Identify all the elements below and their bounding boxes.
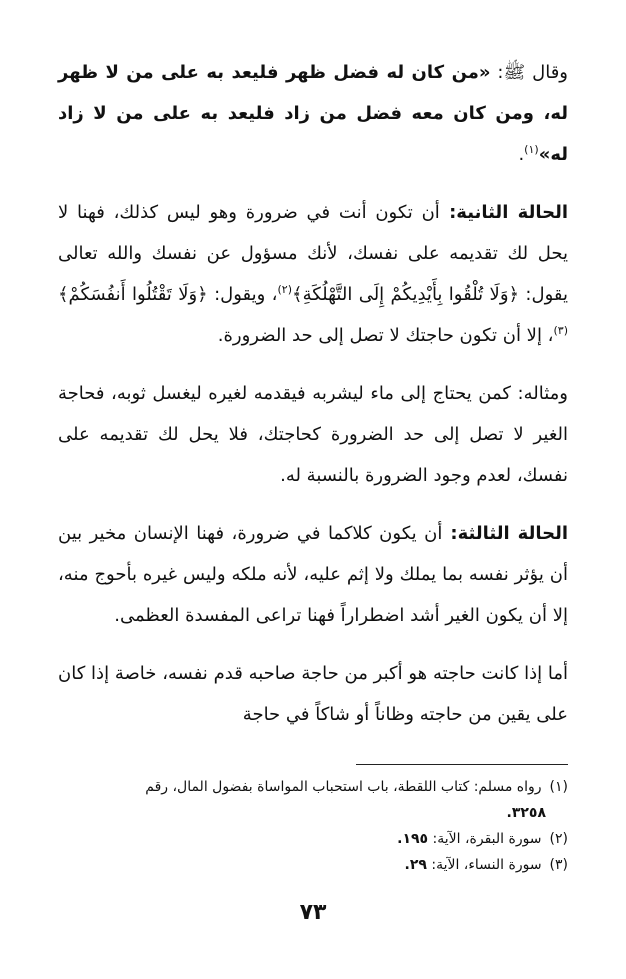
footnote-1-text: رواه مسلم: كتاب اللقطة، باب استحباب المواساة بفضول المال، رقم: [145, 779, 542, 795]
paragraph-hadith: [58, 52, 568, 175]
footnote-1-number: (١): [549, 779, 568, 795]
case-two-text-3: ، إلا أن تكون حاجتك لا تصل إلى حد الضرورة.: [217, 325, 554, 346]
paragraph-case-two: [58, 192, 568, 356]
footnote-2-text: سورة البقرة، الآية:: [428, 831, 542, 847]
footnote-1: [58, 774, 568, 800]
paragraph-example: [58, 373, 568, 496]
footnote-2-number: (٢): [549, 831, 568, 847]
footnote-ref-1: (١): [524, 143, 539, 156]
hadith-end: .: [518, 144, 525, 165]
footnote-3-value: ٢٩.: [404, 857, 427, 873]
footnote-2-value: ١٩٥.: [397, 831, 429, 847]
paragraph-case-three: [58, 513, 568, 636]
footnote-3: [58, 852, 568, 878]
case-two-heading: الحالة الثانية:: [439, 202, 569, 223]
footnotes: [58, 774, 568, 878]
hadith-intro: وقال ﷺ:: [490, 62, 568, 83]
case-three-text: أن يكون كلاكما في ضرورة، فهنا الإنسان مخير بين أن يؤثر نفسه بما يملك ولا إثم عليه، لأنه ملكه وليس غيره بأحوج منه، إلا أن يكون الغير أشد اضطراراً فهنا تراعى المفسدة العظمى.: [58, 523, 568, 626]
example-text: ومثاله: كمن يحتاج إلى ماء ليشربه فيقدمه لغيره ليغسل ثوبه، فحاجة الغير لا تصل إلى حد الضرورة كحاجتك، فلا يحل لك تقديمه على نفسك، لعدم وجود الضرورة بالنسبة له.: [58, 383, 568, 486]
footnote-ref-3: (٣): [553, 324, 568, 337]
footnote-ref-2: (٢): [277, 283, 293, 296]
case-two-text-2: ، ويقول: ﴿وَلَا تَقْتُلُوا أَنفُسَكُمْ﴾: [58, 284, 278, 305]
hadith-text: «من كان له فضل ظهر فليعد به على من لا ظهر له، ومن كان معه فضل من زاد فليعد به على من لا زاد له»: [58, 62, 568, 165]
footnote-divider: [356, 764, 568, 765]
footnote-2: [58, 826, 568, 852]
case-three-heading: الحالة الثالثة:: [442, 523, 568, 544]
paragraph-final: [58, 653, 568, 735]
footnote-1-continuation: ٣٢٥٨.: [506, 805, 546, 821]
final-text: أما إذا كانت حاجته هو أكبر من حاجة صاحبه قدم نفسه، خاصة إذا كان على يقين من حاجته وظاناً أو شاكاً في حاجة: [58, 663, 568, 725]
case-two-text: أن تكون أنت في ضرورة وهو ليس كذلك، فهنا لا يحل لك تقديمه على نفسك، لأنك مسؤول عن نفسك والله تعالى يقول: ﴿وَلَا تُلْقُوا بِأَيْدِيكُمْ إِلَى التَّهْلُكَةِ﴾: [58, 202, 568, 305]
footnote-3-text: سورة النساء، الآية:: [426, 857, 542, 873]
page-number: ٧٣: [299, 900, 327, 925]
footnote-3-number: (٣): [549, 857, 568, 873]
